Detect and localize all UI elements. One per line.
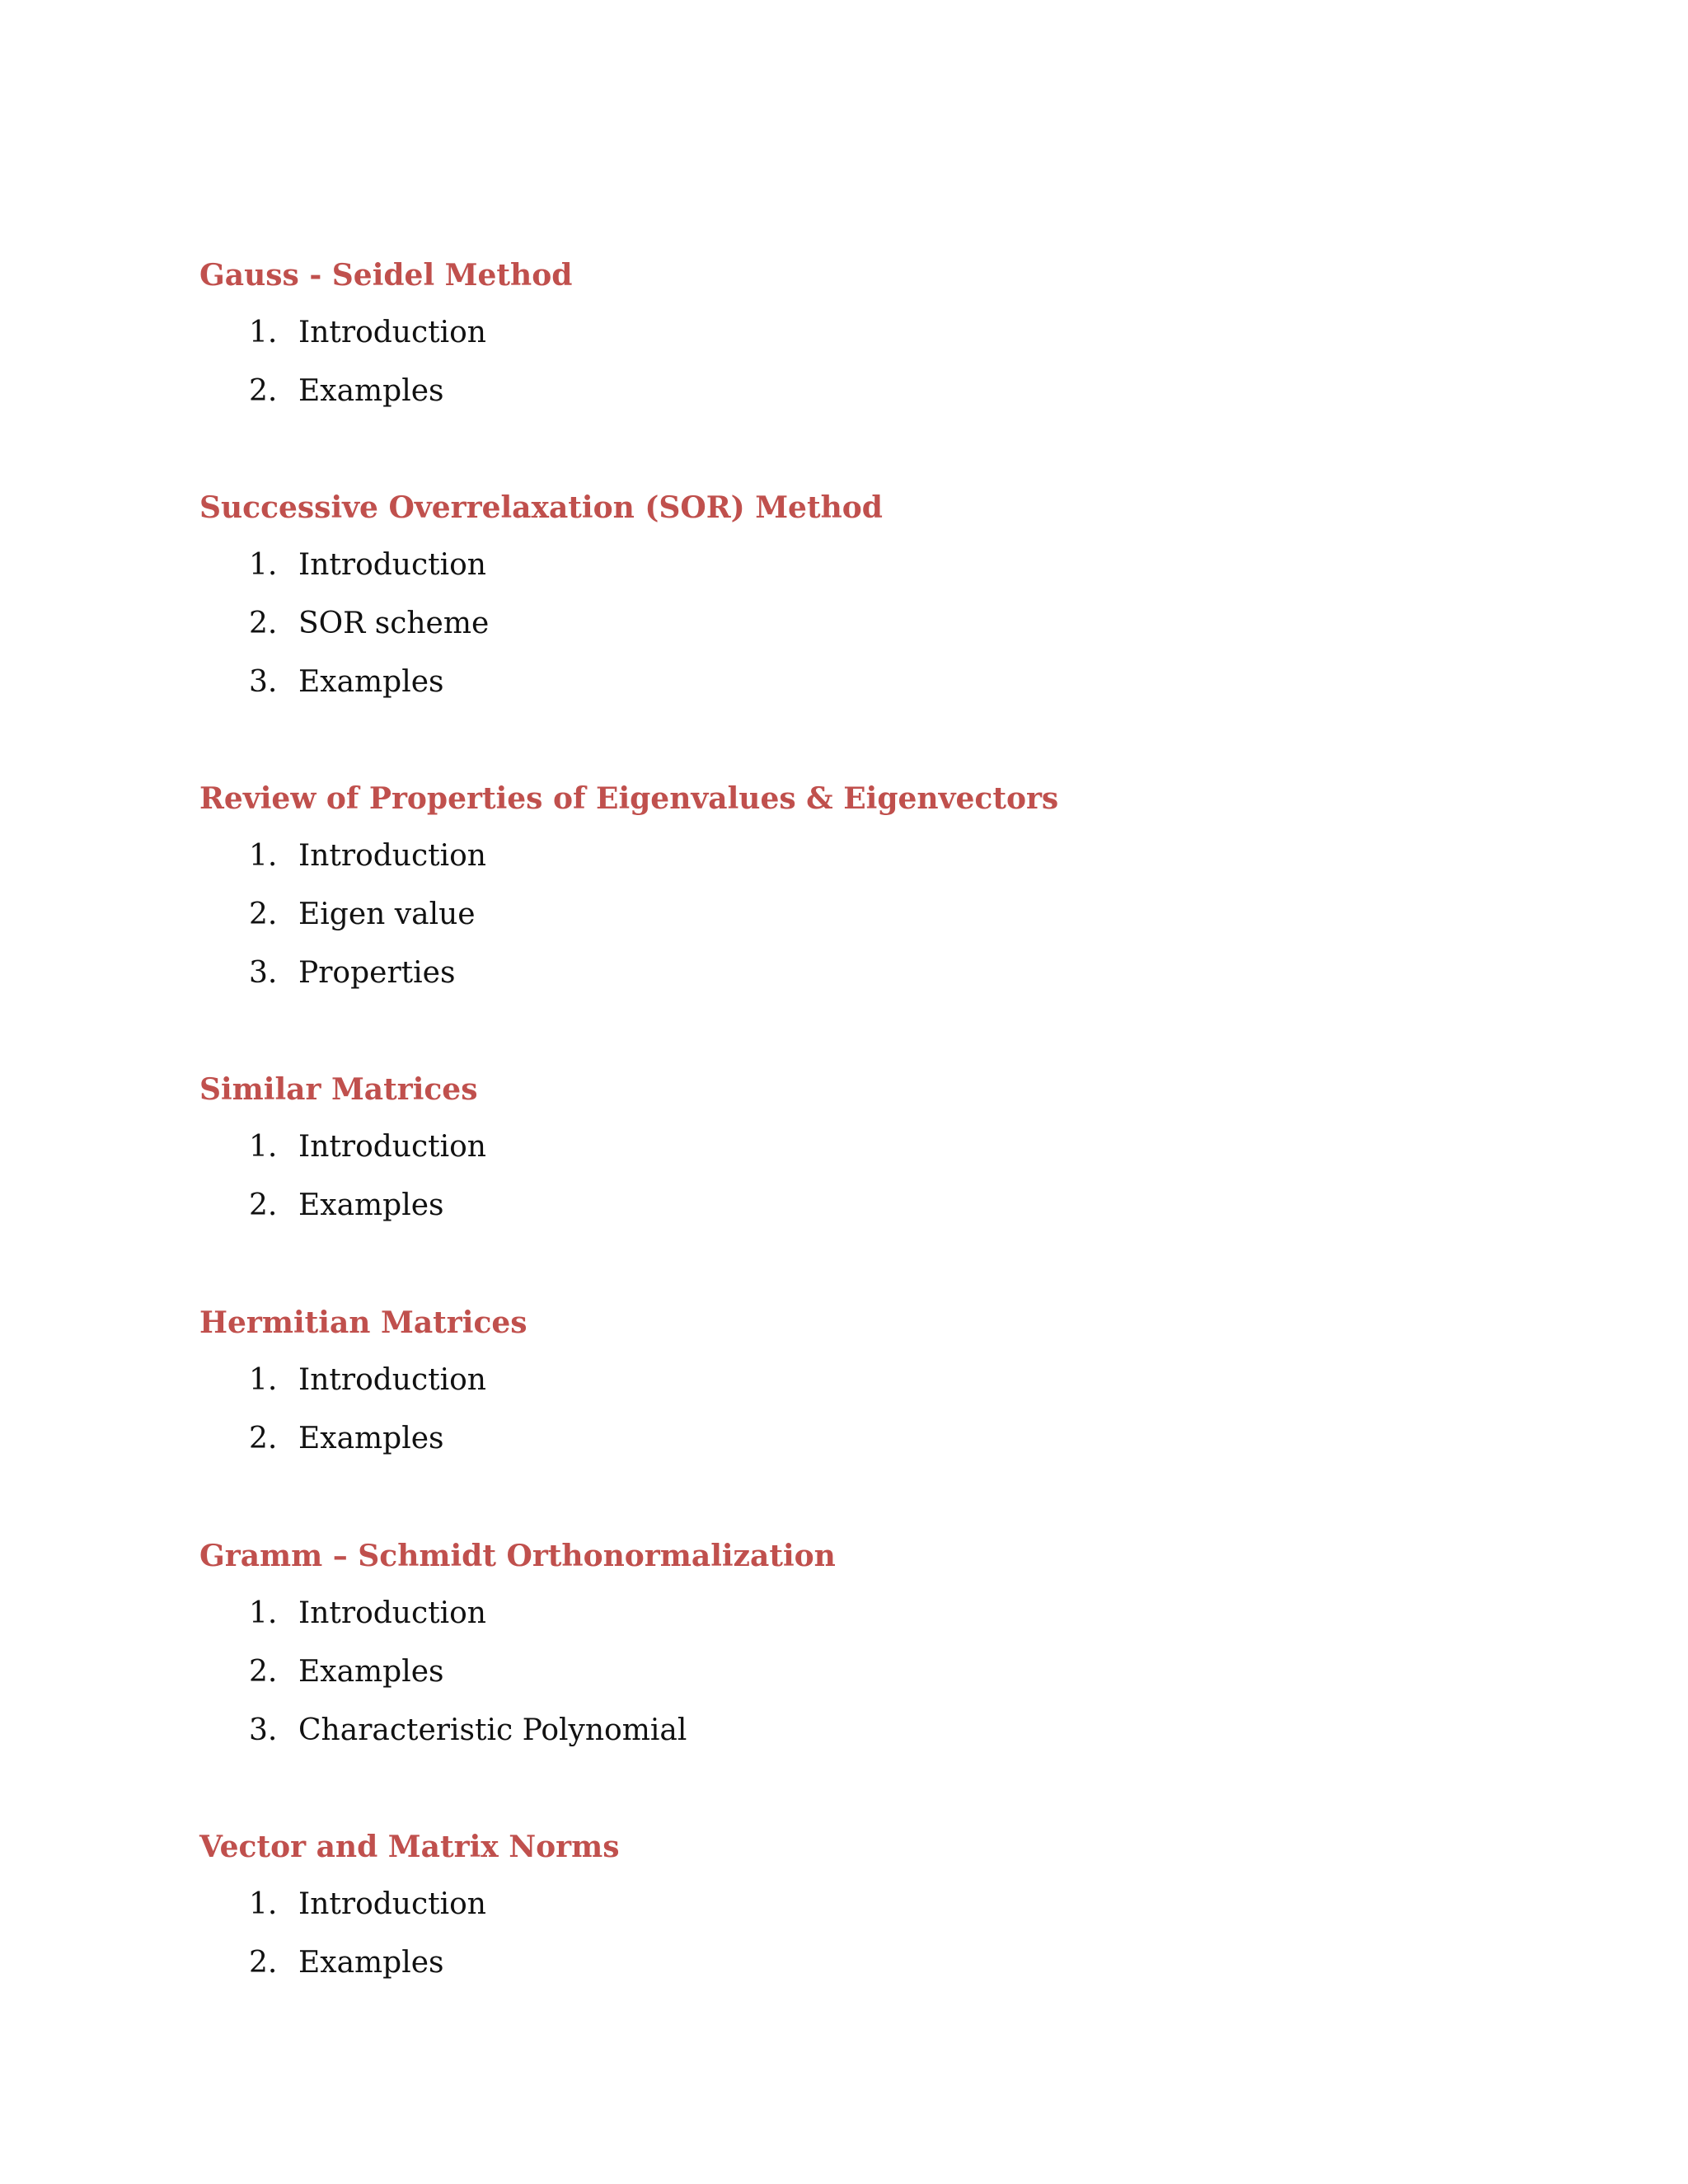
item-label: Examples [298,1655,444,1689]
item-label: Introduction [298,316,486,349]
item-number: 1. [249,1887,278,1921]
item-label: Introduction [298,1130,486,1164]
list-item [0,897,1688,933]
item-number: 3. [249,1713,278,1747]
item-number: 1. [249,1363,278,1397]
section-heading: Gramm – Schmidt Orthonormalization [199,1539,836,1573]
list-item [0,1362,1688,1399]
item-number: 2. [249,1655,278,1689]
list-item [0,1596,1688,1632]
list-item [0,664,1688,701]
item-number: 2. [249,1422,278,1455]
item-number: 3. [249,665,278,699]
list-item [0,547,1688,583]
item-label: Introduction [298,1596,486,1630]
item-label: SOR scheme [298,607,490,640]
item-number: 1. [249,839,278,873]
item-number: 3. [249,956,278,990]
item-number: 2. [249,898,278,931]
section-heading: Hermitian Matrices [199,1305,528,1340]
item-label: Introduction [298,548,486,582]
list-item [0,838,1688,874]
list-item [0,606,1688,642]
item-label: Characteristic Polynomial [298,1713,687,1747]
item-number: 1. [249,1130,278,1164]
list-item [0,1713,1688,1749]
item-label: Properties [298,956,456,990]
list-item [0,1886,1688,1923]
list-item [0,1654,1688,1690]
item-label: Examples [298,374,444,408]
item-number: 2. [249,374,278,408]
item-label: Examples [298,665,444,699]
list-item [0,955,1688,991]
item-number: 1. [249,548,278,582]
item-label: Eigen value [298,898,476,931]
list-item [0,1421,1688,1457]
list-item [0,1129,1688,1165]
section-heading: Review of Properties of Eigenvalues & Eigenvectors [199,781,1059,816]
list-item [0,1188,1688,1224]
item-number: 2. [249,1188,278,1222]
item-number: 1. [249,316,278,349]
section-heading: Similar Matrices [199,1072,478,1107]
section-heading: Vector and Matrix Norms [199,1830,620,1864]
item-label: Introduction [298,1887,486,1921]
item-number: 2. [249,607,278,640]
item-number: 1. [249,1596,278,1630]
item-label: Introduction [298,1363,486,1397]
list-item [0,1945,1688,1981]
item-label: Examples [298,1188,444,1222]
section-heading: Gauss - Seidel Method [199,258,573,293]
section-heading: Successive Overrelaxation (SOR) Method [199,490,883,525]
list-item [0,373,1688,410]
item-label: Examples [298,1946,444,1980]
item-number: 2. [249,1946,278,1980]
list-item [0,315,1688,351]
item-label: Introduction [298,839,486,873]
item-label: Examples [298,1422,444,1455]
